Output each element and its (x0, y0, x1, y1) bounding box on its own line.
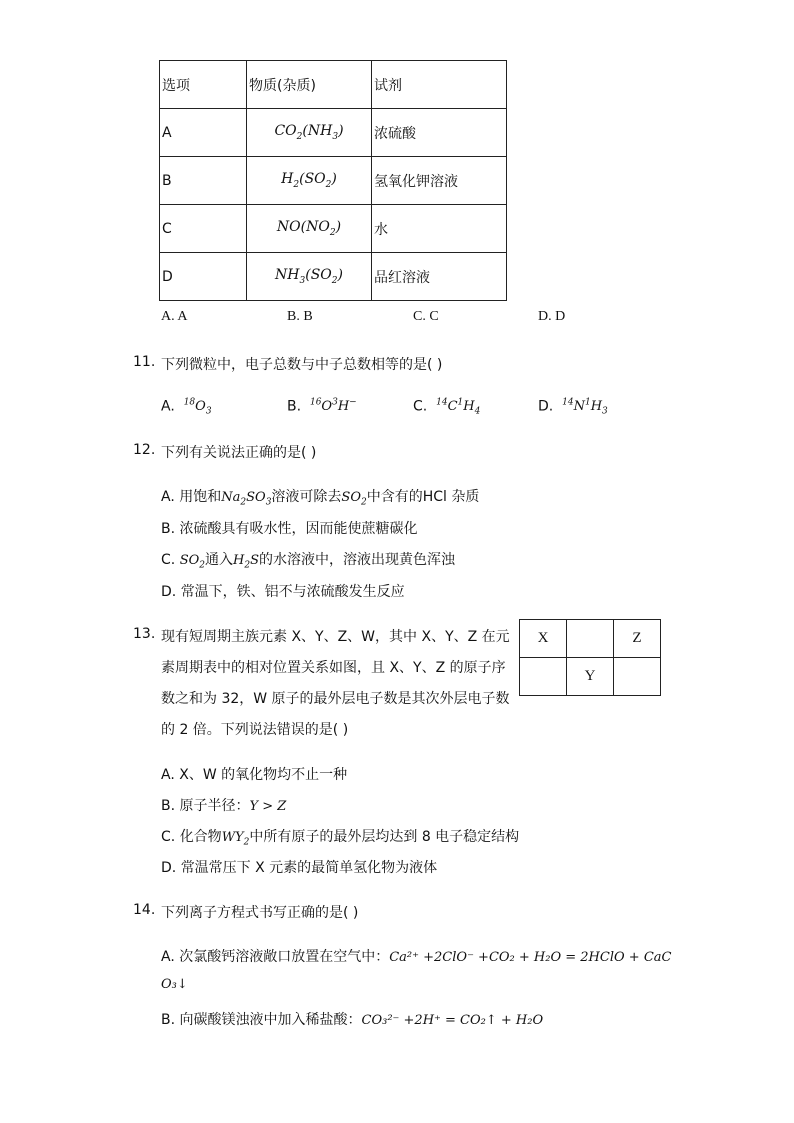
q12-choice-c[interactable]: C. $SO_2$通入$H_2S$的水溶液中，溶液出现黄色浑浊 (161, 552, 455, 571)
q10-table (159, 60, 507, 301)
table-row (160, 109, 507, 157)
grid-cell: Y (567, 658, 614, 696)
q13-stem-line: 素周期表中的相对位置关系如图，且 X、Y、Z 的原子序 (161, 660, 506, 676)
grid-cell: Z (614, 620, 661, 658)
q13-number: 13. (133, 626, 156, 642)
q14-choice-b[interactable]: B. 向碳酸镁浊液中加入稀盐酸：CO₃²⁻ +2H⁺ = CO₂↑ + H₂O (161, 1012, 544, 1028)
table-row (160, 205, 507, 253)
row-substance: $NO(NO_2)$ (247, 205, 372, 253)
row-option: D (160, 253, 247, 301)
q13-stem-line: 数之和为 32，W 原子的最外层电子数是其次外层电子数 (161, 691, 510, 707)
row-reagent: 水 (372, 205, 507, 253)
q10-choice-c[interactable]: C. C (413, 309, 439, 324)
row-reagent: 品红溶液 (372, 253, 507, 301)
q10-choice-d[interactable]: D. D (538, 309, 566, 324)
row-option: B (160, 157, 247, 205)
q12-choice-b[interactable]: B. 浓硫酸具有吸水性，因而能使蔗糖碳化 (161, 521, 418, 537)
row-option: C (160, 205, 247, 253)
q11-choice-b[interactable]: B. $^{16}O^3H^-$ (287, 398, 357, 415)
row-substance: $H_2(SO_2)$ (247, 157, 372, 205)
q10-choice-b[interactable]: B. B (287, 309, 313, 324)
q13-stem-line: 的 2 倍。下列说法错误的是( ) (161, 722, 349, 738)
table-row (160, 157, 507, 205)
q12-choice-a[interactable]: A. 用饱和$Na_2SO_3$溶液可除去$SO_2$中含有的HCl 杂质 (161, 489, 480, 508)
header-substance: 物质(杂质) (247, 61, 372, 109)
row-option: A (160, 109, 247, 157)
grid-cell: X (520, 620, 567, 658)
q11-choice-a[interactable]: A. $^{18}O_3$ (161, 398, 212, 417)
row-reagent: 浓硫酸 (372, 109, 507, 157)
q12-number: 12. (133, 442, 156, 458)
table-row (160, 253, 507, 301)
table-header-row (160, 61, 507, 109)
q11-choice-c[interactable]: C. $^{14}C^1H_4$ (413, 398, 481, 417)
header-option: 选项 (160, 61, 247, 109)
q14-choice-a-continued: O₃↓ (161, 977, 188, 992)
row-reagent: 氢氧化钾溶液 (372, 157, 507, 205)
q12-stem: 下列有关说法正确的是( ) (161, 445, 317, 461)
q13-choice-a[interactable]: A. X、W 的氧化物均不止一种 (161, 767, 348, 783)
q13-choice-b[interactable]: B. 原子半径：Y > Z (161, 798, 287, 814)
q14-stem: 下列离子方程式书写正确的是( ) (161, 905, 359, 921)
q11-choice-d[interactable]: D. $^{14}N^1H_3$ (538, 398, 608, 417)
row-substance: $NH_3(SO_2)$ (247, 253, 372, 301)
grid-cell (520, 658, 567, 696)
q13-choice-c[interactable]: C. 化合物$WY_2$中所有原子的最外层均达到 8 电子稳定结构 (161, 829, 520, 848)
header-reagent: 试剂 (372, 61, 507, 109)
grid-cell (567, 620, 614, 658)
q13-stem-line: 现有短周期主族元素 X、Y、Z、W，其中 X、Y、Z 在元 (161, 629, 510, 645)
q11-stem: 下列微粒中，电子总数与中子总数相等的是( ) (161, 357, 443, 373)
q14-number: 14. (133, 902, 156, 918)
q11-number: 11. (133, 354, 156, 370)
q10-choice-a[interactable]: A. A (161, 309, 188, 324)
row-substance: $CO_2(NH_3)$ (247, 109, 372, 157)
q14-choice-a[interactable]: A. 次氯酸钙溶液敞口放置在空气中：Ca²⁺ +2ClO⁻ +CO₂ + H₂O = 2HClO + CaC (161, 949, 672, 965)
q12-choice-d[interactable]: D. 常温下，铁、铝不与浓硫酸发生反应 (161, 584, 405, 600)
q13-choice-d[interactable]: D. 常温常压下 X 元素的最简单氢化物为液体 (161, 860, 438, 876)
grid-cell (614, 658, 661, 696)
periodic-table-grid (519, 619, 661, 696)
